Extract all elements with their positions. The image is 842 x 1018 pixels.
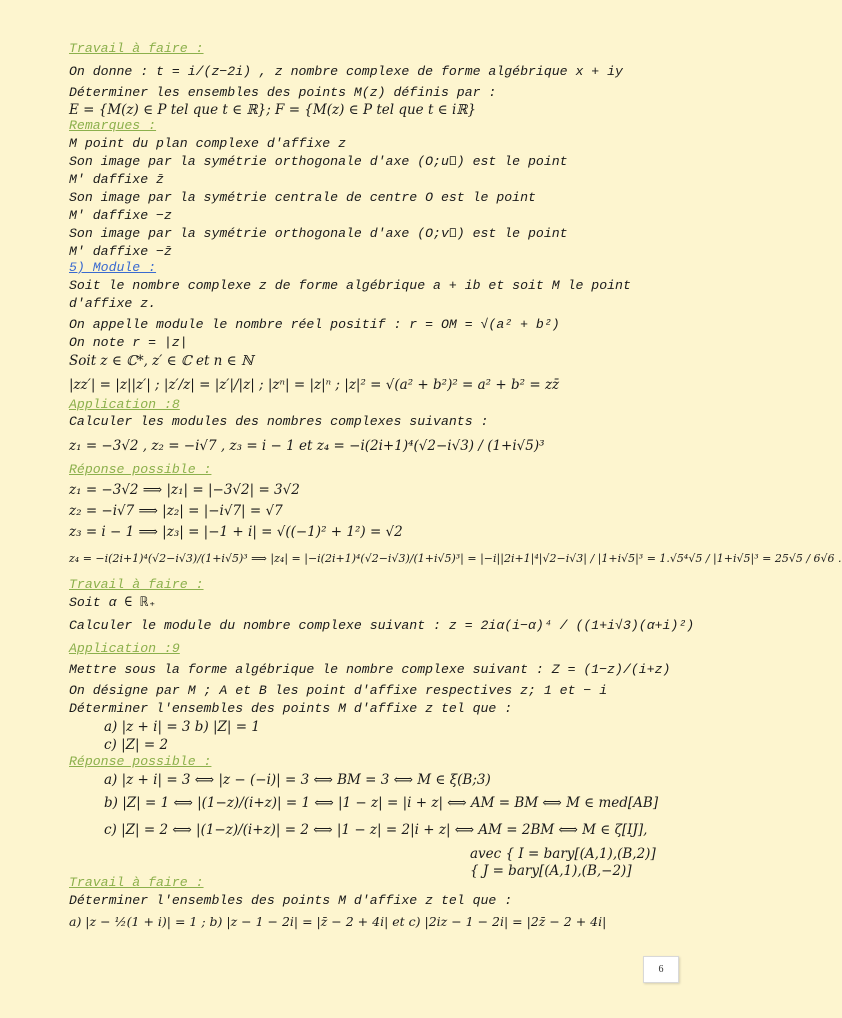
text-line: On appelle module le nombre réel positif : r = OM = √(a² + b²) <box>69 317 560 332</box>
math-line: E = {M(z) ∈ P tel que t ∈ ℝ}; F = {M(z) ∈ P tel que t ∈ iℝ} <box>69 102 477 118</box>
math-line: a) |z + i| = 3 b) |Z| = 1 <box>104 719 260 735</box>
math-line: b) |Z| = 1 ⟺ |(1−z)/(i+z)| = 1 ⟺ |1 − z| = |i + z| ⟺ AM = BM ⟺ M ∈ med[AB] <box>104 795 659 811</box>
heading-reponse: Réponse possible : <box>69 754 212 769</box>
math-line: a) |z + i| = 3 ⟺ |z − (−i)| = 3 ⟺ BM = 3 ⟺ M ∈ ξ(B;3) <box>104 772 491 788</box>
text-line: Calculer le module du nombre complexe suivant : z = 2iα(i−α)⁴ / ((1+i√3)(α+i)²) <box>69 618 695 633</box>
text-line: On désigne par M ; A et B les point d'affixe respectives z; 1 et − i <box>69 683 608 698</box>
math-line: a) |z − ½(1 + i)| = 1 ; b) |z − 1 − 2i| = |z̄ − 2 + 4i| et c) |2iz − 1 − 2i| = |2z̄ − 2 + 4i| <box>69 914 607 929</box>
math-line: avec { I = bary[(A,1),(B,2)] <box>470 846 656 862</box>
math-line: Soit z ∈ ℂ*, z′ ∈ ℂ et n ∈ ℕ <box>69 353 254 369</box>
text-line: Mettre sous la forme algébrique le nombre complexe suivant : Z = (1−z)/(i+z) <box>69 662 671 677</box>
text-line: On note r = |z| <box>69 335 188 350</box>
text-line: Soit α ∈ ℝ₊ <box>69 595 157 610</box>
text-line: Calculer les modules des nombres complexes suivants : <box>69 414 489 429</box>
math-line: c) |Z| = 2 ⟺ |(1−z)/(i+z)| = 2 ⟺ |1 − z| = 2|i + z| ⟺ AM = 2BM ⟺ M ∈ ζ[IJ], <box>104 822 648 838</box>
heading-travail: Travail à faire : <box>69 875 204 890</box>
page-number: 6 <box>643 956 679 983</box>
text-line: On donne : t = i/(z−2i) , z nombre complexe de forme algébrique x + iy <box>69 64 623 79</box>
math-line: c) |Z| = 2 <box>104 737 169 753</box>
text-line: Déterminer l'ensembles des points M d'affixe z tel que : <box>69 701 513 716</box>
text-line: d'affixe z. <box>69 296 157 311</box>
math-line: z₄ = −i(2i+1)⁴(√2−i√3)/(1+i√5)³ ⟹ |z₄| = |−i(2i+1)⁴(√2−i√3)/(1+i√5)³| = |−i||2i+1|⁴|√2−i√3| / |1+i√5|³ = 1.√5⁴√5 / |1+i√5|³ = 25√5 / 6√6 . <box>69 552 842 565</box>
math-line: z₃ = i − 1 ⟹ |z₃| = |−1 + i| = √((−1)² + 1²) = √2 <box>69 524 403 540</box>
heading-remarques: Remarques : <box>69 118 157 133</box>
text-line: Son image par la symétrie centrale de centre O est le point <box>69 190 536 205</box>
math-line: |zz′| = |z||z′| ; |z′/z| = |z′|/|z| ; |zⁿ| = |z|ⁿ ; |z|² = √(a² + b²)² = a² + b² = zz̄ <box>69 377 560 393</box>
text-line: Son image par la symétrie orthogonale d'axe (O;u⃗) est le point <box>69 154 568 169</box>
heading-travail: Travail à faire : <box>69 577 204 592</box>
heading-reponse: Réponse possible : <box>69 462 212 477</box>
heading-application-9: Application :9 <box>69 641 180 656</box>
text-line: Déterminer les ensembles des points M(z) définis par : <box>69 85 497 100</box>
math-line: z₂ = −i√7 ⟹ |z₂| = |−i√7| = √7 <box>69 503 283 519</box>
text-line: M′ daffixe z̄ <box>69 172 164 187</box>
text-line: M point du plan complexe d'affixe z <box>69 136 346 151</box>
math-line: z₁ = −3√2 ⟹ |z₁| = |−3√2| = 3√2 <box>69 482 300 498</box>
heading-module: 5) Module : <box>69 260 157 275</box>
text-line: M′ daffixe −z̄ <box>69 244 172 259</box>
heading-application-8: Application :8 <box>69 397 180 412</box>
text-line: Soit le nombre complexe z de forme algébrique a + ib et soit M le point <box>69 278 631 293</box>
math-line: z₁ = −3√2 , z₂ = −i√7 , z₃ = i − 1 et z₄ = −i(2i+1)⁴(√2−i√3) / (1+i√5)³ <box>69 438 545 454</box>
text-line: Son image par la symétrie orthogonale d'axe (O;v⃗) est le point <box>69 226 568 241</box>
text-line: M′ daffixe −z <box>69 208 172 223</box>
heading-travail: Travail à faire : <box>69 41 204 56</box>
math-line: { J = bary[(A,1),(B,−2)] <box>470 863 632 879</box>
text-line: Déterminer l'ensembles des points M d'affixe z tel que : <box>69 893 513 908</box>
